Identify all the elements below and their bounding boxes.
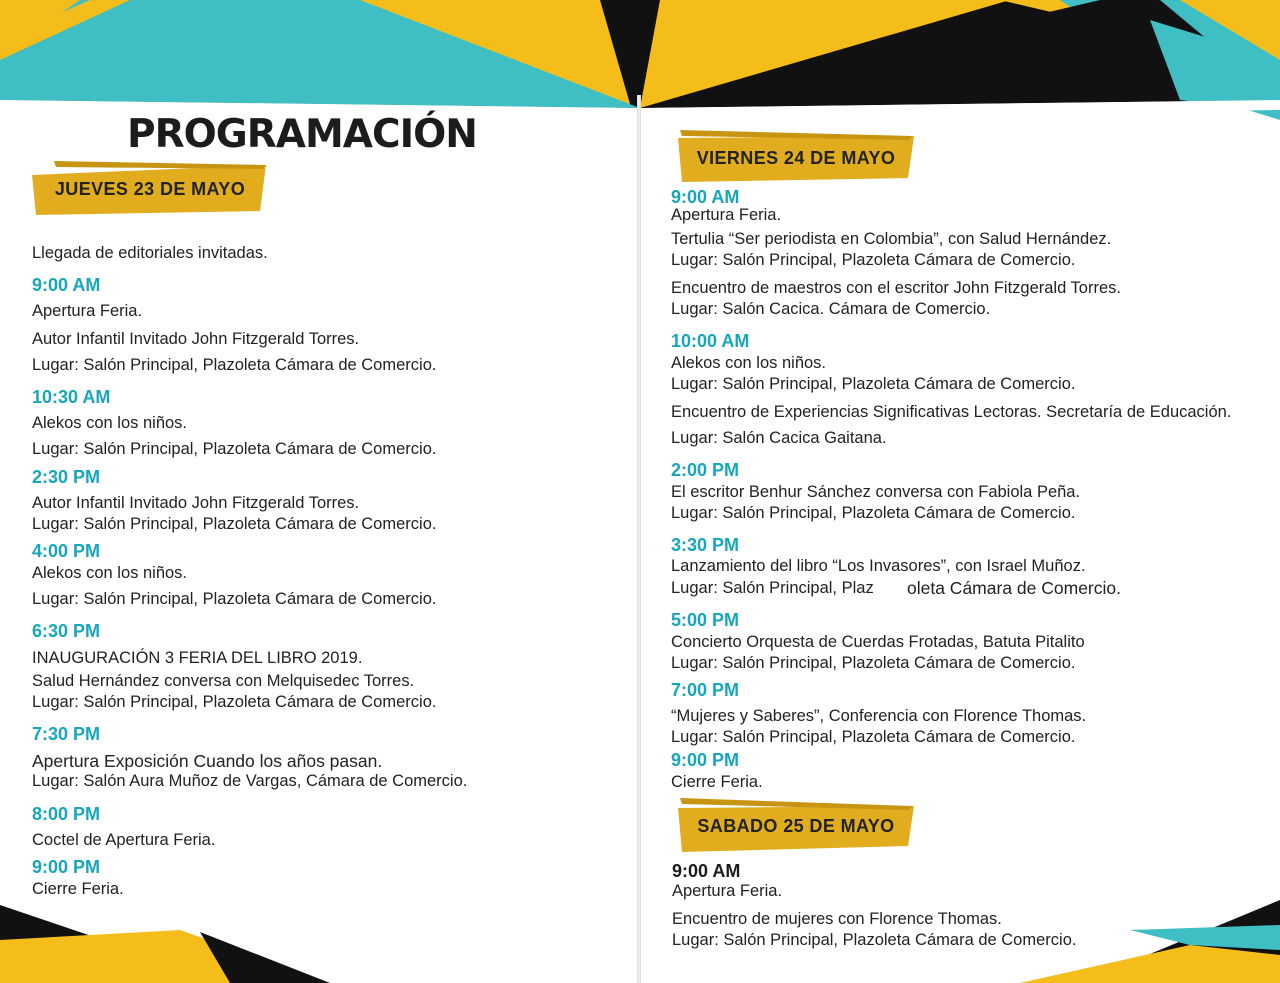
day-label: VIERNES 24 DE MAYO: [696, 148, 896, 168]
event-line: Encuentro de maestros con el escritor John Fitzgerald Torres.: [671, 279, 1121, 297]
event-line: Lugar: Salón Principal, Plazoleta Cámara de Comercio.: [671, 251, 1076, 269]
event-line: El escritor Benhur Sánchez conversa con Fabiola Peña.: [671, 483, 1081, 501]
event-line: Lugar: Salón Principal, Plazoleta Cámara de Comercio.: [32, 515, 437, 533]
event-line: Cierre Feria.: [32, 880, 124, 898]
event-line: Lanzamiento del libro “Los Invasores”, con Israel Muñoz.: [671, 557, 1086, 575]
event-line: Lugar: Salón Principal, Plazoleta Cámara de Comercio.: [671, 654, 1076, 672]
event-line: Alekos con los niños.: [32, 564, 188, 582]
time-label: 9:00 PM: [32, 857, 101, 877]
event-line: Cierre Feria.: [671, 773, 763, 791]
time-label: 6:30 PM: [32, 621, 101, 641]
event-line: Alekos con los niños.: [32, 414, 188, 432]
event-line: Lugar: Salón Principal, Plaz: [671, 579, 874, 597]
event-line: Encuentro de mujeres con Florence Thomas.: [672, 910, 1002, 928]
event-line: Tertulia “Ser periodista en Colombia”, con Salud Hernández.: [671, 230, 1112, 248]
event-line: Lugar: Salón Cacica Gaitana.: [671, 429, 887, 447]
event-line: Lugar: Salón Aura Muñoz de Vargas, Cámara de Comercio.: [32, 772, 468, 790]
day-label: JUEVES 23 DE MAYO: [54, 179, 246, 199]
time-label: 9:00 AM: [672, 861, 741, 881]
event-line: Apertura Feria.: [671, 206, 782, 224]
event-line: Coctel de Apertura Feria.: [32, 831, 216, 849]
time-label: 7:00 PM: [671, 680, 740, 700]
time-label: 7:30 PM: [32, 724, 101, 744]
page-spine: [637, 95, 641, 983]
day-banner-friday: [676, 130, 916, 184]
event-line: Lugar: Salón Principal, Plazoleta Cámara de Comercio.: [671, 728, 1076, 746]
time-label: 9:00 PM: [671, 750, 740, 770]
time-label: 2:00 PM: [671, 460, 740, 480]
time-label: 10:30 AM: [32, 387, 111, 407]
event-line: Autor Infantil Invitado John Fitzgerald Torres.: [32, 494, 360, 512]
day-banner-thursday: [30, 161, 270, 215]
event-line: Lugar: Salón Principal, Plazoleta Cámara de Comercio.: [32, 590, 437, 608]
event-line: Lugar: Salón Principal, Plazoleta Cámara de Comercio.: [32, 440, 437, 458]
day-label: SABADO 25 DE MAYO: [697, 816, 895, 836]
event-line: Autor Infantil Invitado John Fitzgerald Torres.: [32, 330, 360, 348]
event-line: Salud Hernández conversa con Melquisedec Torres.: [32, 672, 415, 690]
event-line: Lugar: Salón Principal, Plazoleta Cámara de Comercio.: [671, 375, 1076, 393]
event-line: Concierto Orquesta de Cuerdas Frotadas, Batuta Pitalito: [671, 633, 1085, 651]
time-label: 9:00 AM: [32, 275, 101, 295]
time-label: 3:30 PM: [671, 535, 740, 555]
event-line: “Mujeres y Saberes”, Conferencia con Florence Thomas.: [671, 707, 1087, 725]
time-label: 9:00 AM: [671, 187, 740, 207]
event-line: Lugar: Salón Principal, Plazoleta Cámara de Comercio.: [672, 931, 1077, 949]
time-label: 8:00 PM: [32, 804, 101, 824]
event-line: Apertura Feria.: [32, 302, 143, 320]
event-line: Encuentro de Experiencias Significativas Lectoras. Secretaría de Educación.: [671, 403, 1232, 421]
event-line: Lugar: Salón Principal, Plazoleta Cámara de Comercio.: [671, 504, 1076, 522]
time-label: 10:00 AM: [671, 331, 750, 351]
event-line: Lugar: Salón Cacica. Cámara de Comercio.: [671, 300, 991, 318]
time-label: 4:00 PM: [32, 541, 101, 561]
event-line: oleta Cámara de Comercio.: [907, 578, 1121, 598]
time-label: 5:00 PM: [671, 610, 740, 630]
event-line: Alekos con los niños.: [671, 354, 827, 372]
event-line: Apertura Exposición Cuando los años pasan.: [32, 751, 383, 771]
day-banner-saturday: [676, 798, 916, 852]
event-line: INAUGURACIÓN 3 FERIA DEL LIBRO 2019.: [32, 649, 363, 667]
event-line: Apertura Feria.: [672, 882, 783, 900]
event-line: Lugar: Salón Principal, Plazoleta Cámara de Comercio.: [32, 693, 437, 711]
intro-text: Llegada de editoriales invitadas.: [32, 244, 268, 262]
event-line: Lugar: Salón Principal, Plazoleta Cámara de Comercio.: [32, 356, 437, 374]
page-title: PROGRAMACIÓN: [127, 112, 477, 157]
time-label: 2:30 PM: [32, 467, 101, 487]
